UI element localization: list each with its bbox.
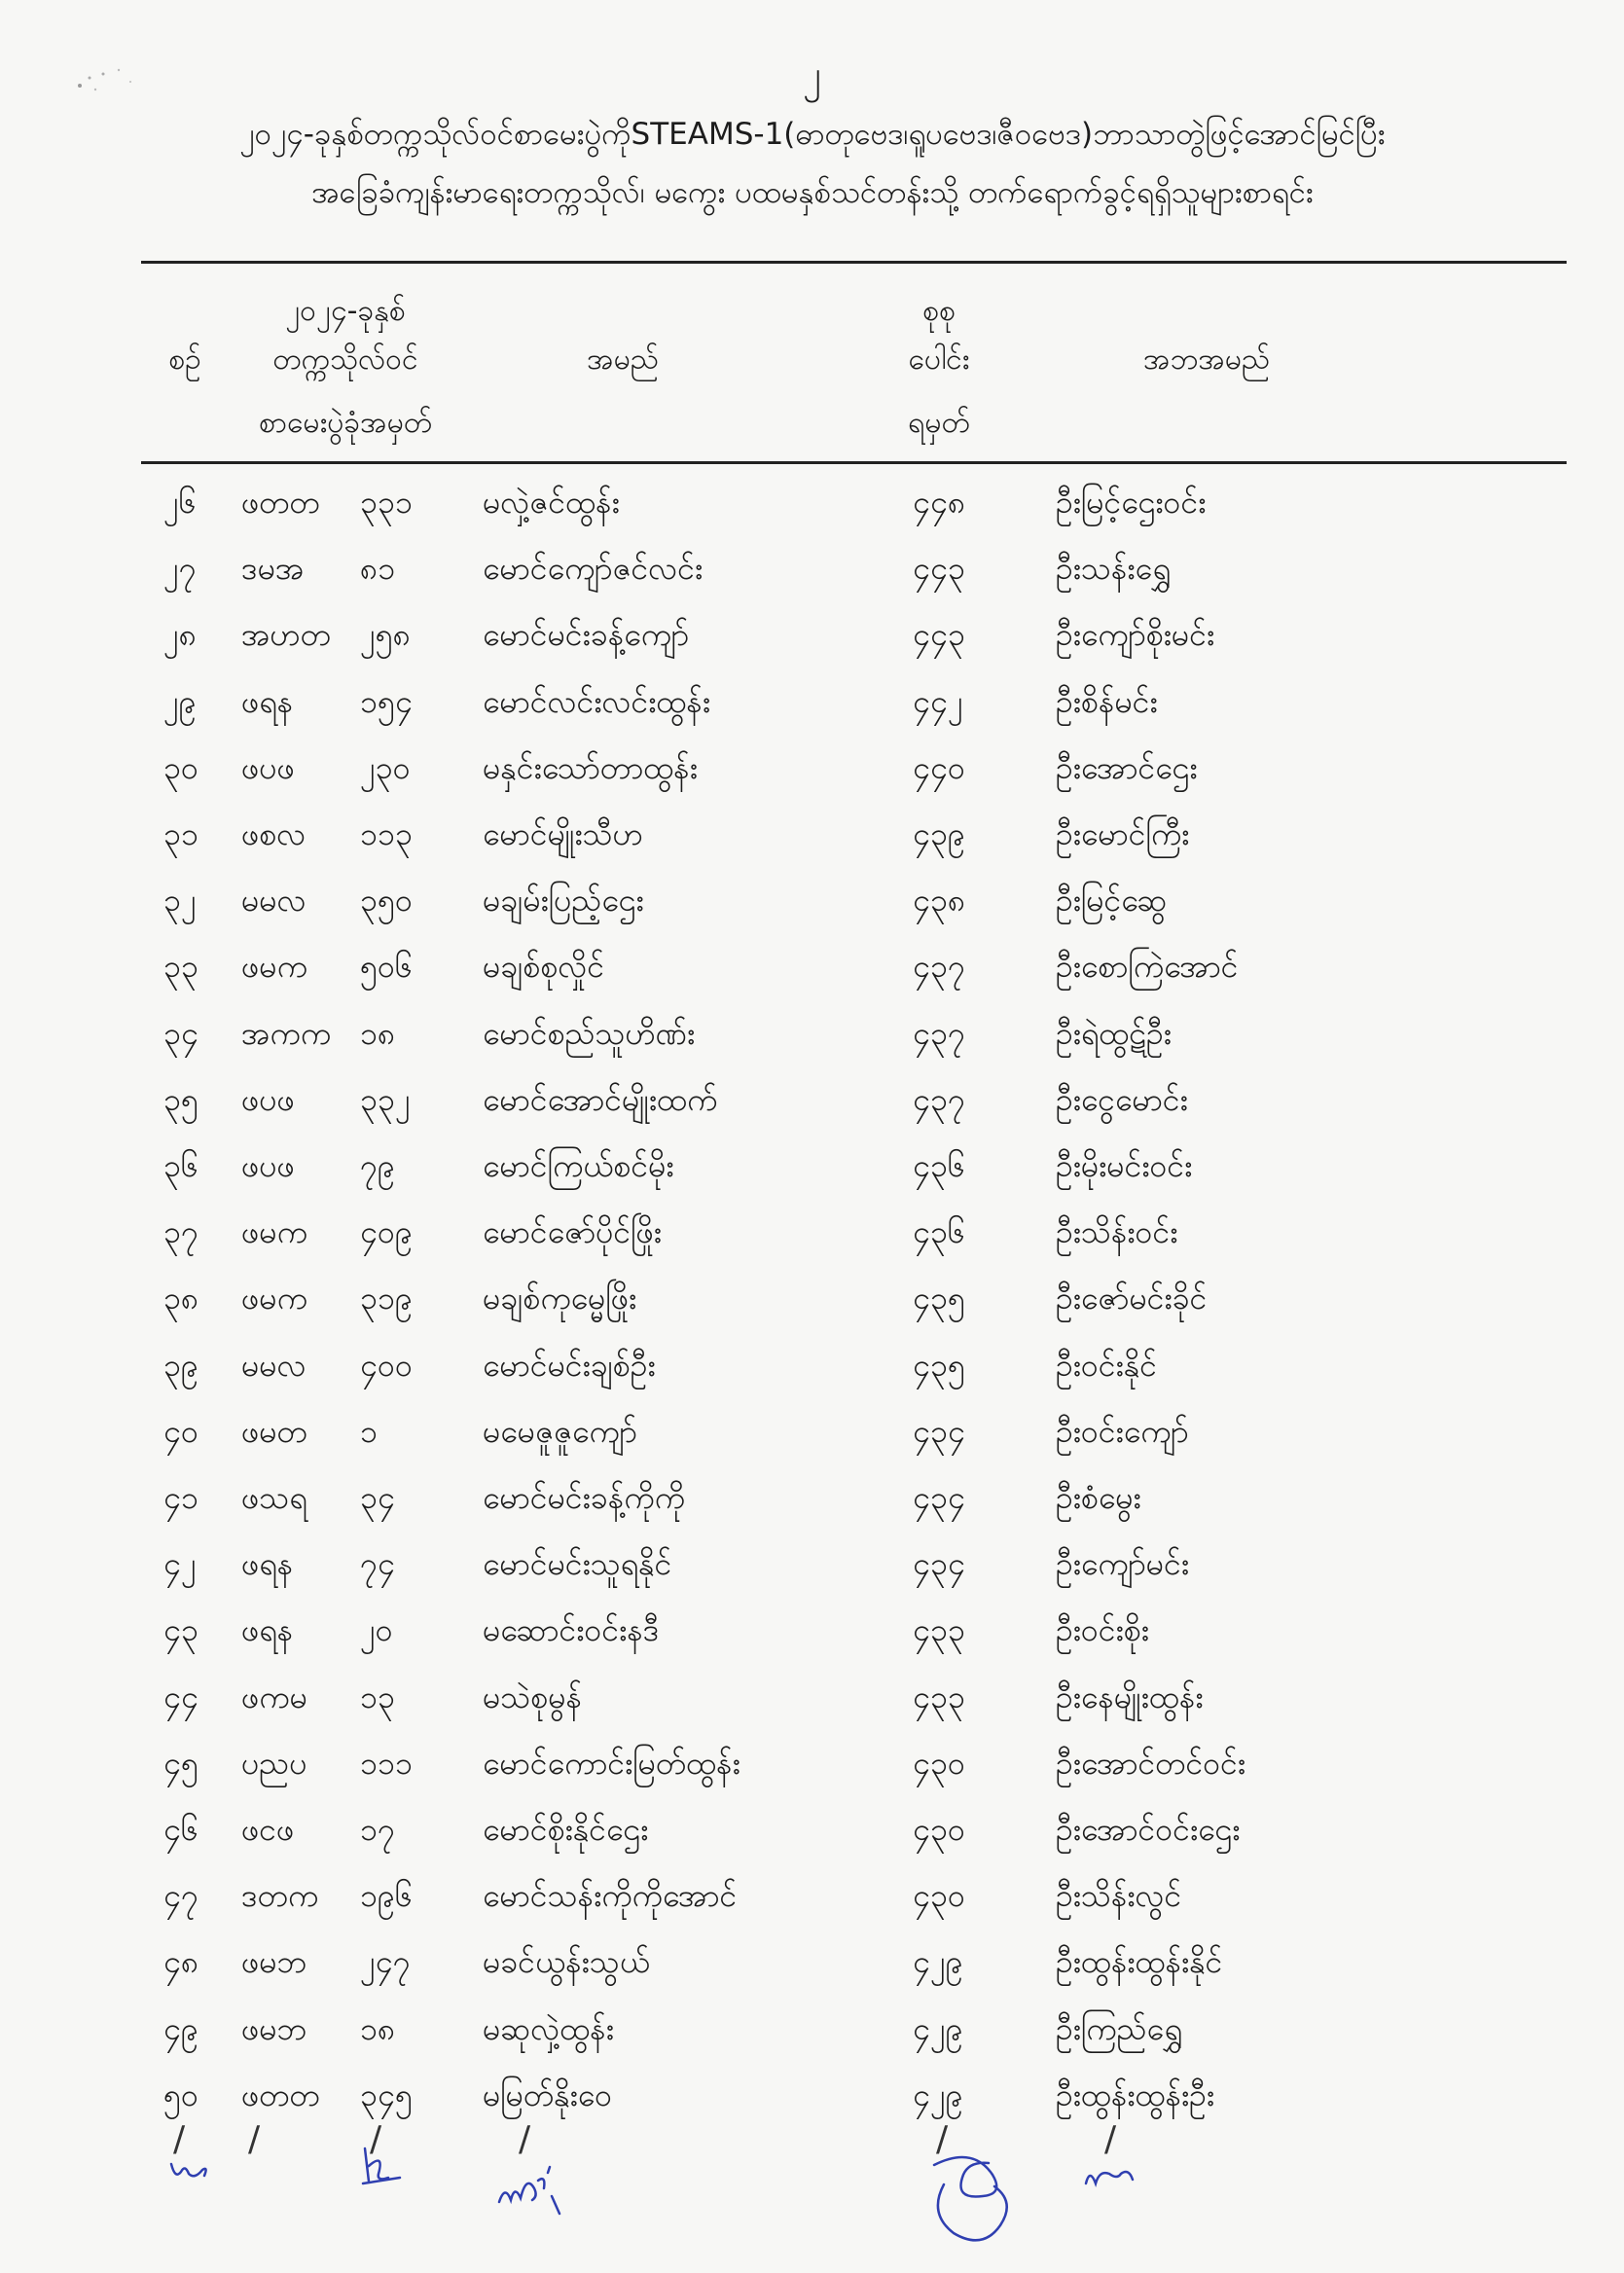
cell-exam-number: ၁၉၆ [360,1877,413,1915]
cell-father-name: ဦးသိန်းဝင်း [1056,1213,1178,1251]
cell-serial: ၄၂ [163,1545,197,1583]
footer-mark: / [1104,2119,1117,2159]
cell-exam-code: ဖမက [241,948,307,986]
cell-total-score: ၄၃၄ [913,1412,965,1450]
cell-father-name: ဦးစိန်မင်း [1056,682,1158,720]
column-header-score-line-3: ရမှတ် [908,406,970,440]
cell-total-score: ၄၃၄ [913,1545,965,1583]
cell-name: မောင်အောင်မျိုးထက် [483,1080,718,1118]
initial-signature [1078,2150,1146,2199]
cell-exam-number: ၅၀၆ [360,948,413,986]
cell-name: မောင်စိုးနိုင်ဌေး [483,1811,649,1848]
cell-serial: ၂၉ [163,682,197,720]
cell-exam-code: ဖရန [241,1545,294,1583]
cell-father-name: ဦးဇော်မင်းခိုင် [1056,1280,1208,1317]
cell-father-name: ဦးမြင့်ဆွေ [1056,882,1168,920]
initial-signature [355,2139,414,2197]
cell-serial: ၃၄ [163,1014,198,1052]
cell-exam-number: ၁၈ [360,1014,396,1052]
cell-exam-number: ၂၄၇ [360,1943,411,1981]
column-header-father: အဘအမည် [1142,343,1271,377]
cell-father-name: ဦးမိုးမင်းဝင်း [1056,1147,1193,1184]
cell-serial: ၃၅ [163,1080,198,1118]
cell-exam-code: ဖငဖ [241,1811,295,1848]
cell-name: မောင်ကောင်းမြတ်ထွန်း [483,1744,740,1782]
cell-total-score: ၄၄၀ [913,748,965,786]
initial-signature [491,2146,579,2233]
cell-exam-code: အဟတ [241,616,331,654]
cell-father-name: ဦးထွန်းထွန်းဦး [1056,2075,1214,2113]
table-header-rule [141,461,1567,464]
cell-name: မောင်စည်သူဟိဏ်း [483,1014,696,1052]
cell-exam-code: ဖသရ [241,1479,307,1516]
table-top-rule [141,261,1567,264]
cell-exam-number: ၁၃ [360,1678,395,1715]
cell-serial: ၂၆ [163,484,197,521]
cell-total-score: ၄၃၉ [913,815,965,852]
cell-exam-number: ၇၉ [360,1147,395,1184]
cell-total-score: ၄၄၈ [913,484,966,521]
cell-name: မချစ်ကုမ္မေဖြိုး [483,1280,637,1317]
cell-total-score: ၄၃၀ [913,1811,965,1848]
cell-exam-code: ဖပဖ [241,1080,295,1118]
cell-total-score: ၄၂၉ [913,2009,963,2047]
footer-mark: / [519,2119,531,2159]
cell-exam-number: ၄၀၀ [360,1346,413,1384]
cell-exam-number: ၈၁ [360,550,396,588]
cell-exam-number: ၄၀၉ [360,1213,413,1251]
cell-total-score: ၄၃၀ [913,1744,965,1782]
cell-exam-code: ဖမဘ [241,2009,307,2047]
cell-total-score: ၄၃၅ [913,1346,965,1384]
cell-name: မောင်မင်းခန့်ကိုကို [483,1479,685,1516]
cell-serial: ၃၈ [163,1280,199,1317]
cell-father-name: ဦးသိန်းလွင် [1056,1877,1182,1915]
cell-exam-code: ဖရန [241,682,294,720]
cell-exam-number: ၁၅၄ [360,682,413,720]
cell-name: မောင်မင်းခန့်ကျော် [483,616,690,654]
initial-signature [915,2136,1031,2253]
cell-exam-code: ဖပဖ [241,748,295,786]
cell-exam-number: ၁၇ [360,1811,395,1848]
cell-serial: ၂၇ [163,550,197,588]
cell-father-name: ဦးငွေမောင်း [1056,1080,1188,1118]
cell-father-name: ဦးကျော်မင်း [1056,1545,1189,1583]
cell-father-name: ဦးစံမွေး [1056,1479,1141,1516]
cell-exam-code: ပညပ [241,1744,307,1782]
cell-total-score: ၄၃၀ [913,1877,965,1915]
cell-serial: ၄၉ [163,2009,198,2047]
cell-name: မနှင်းသော်တာထွန်း [483,748,698,786]
cell-name: မောင်မင်းသူရနိုင် [483,1545,672,1583]
column-header-score-line-2: ပေါင်း [908,343,970,377]
cell-total-score: ၄၃၇ [913,1014,965,1052]
cell-name: မမေဇူဇူကျော် [483,1412,637,1450]
cell-name: မဆုလှဲ့ထွန်း [483,2009,614,2047]
document-title-line-1: ၂၀၂၄-ခုနှစ်တက္ကသိုလ်ဝင်စာမေးပွဲကိုSTEAMS-1(ဓာတုဗေဒ၊ရူပဗေဒ၊ဇီဝဗေဒ)ဘာသာတွဲဖြင့်အောင်မြင်ပြီး [239,117,1386,152]
column-header-name: အမည် [587,343,659,377]
document-title-line-2: အခြေခံကျန်းမာရေးတက္ကသိုလ်၊ မကွေး ပထမနှစ်သင်တန်းသို့ တက်ရောက်ခွင့်ရရှိသူများစာရင်း [311,175,1314,210]
cell-serial: ၃၂ [163,882,197,920]
cell-serial: ၄၄ [163,1678,198,1715]
cell-exam-number: ၁၁၃ [360,815,413,852]
cell-father-name: ဦးအောင်တင်ဝင်း [1056,1744,1246,1782]
cell-serial: ၄၁ [163,1479,198,1516]
cell-serial: ၄၇ [163,1877,198,1915]
cell-father-name: ဦးကြည်ရွှေ [1056,2009,1182,2047]
cell-exam-code: မမလ [241,882,307,920]
cell-total-score: ၄၃၄ [913,1479,965,1516]
cell-exam-code: ဖမက [241,1213,307,1251]
cell-father-name: ဦးအောင်ဝင်းဌေး [1056,1811,1241,1848]
cell-father-name: ဦးသန်းရွှေ [1056,550,1171,588]
cell-exam-number: ၂၃၀ [360,748,411,786]
cell-exam-number: ၃၃၁ [360,484,413,521]
cell-name: မောင်ဇော်ပိုင်ဖြိုး [483,1213,662,1251]
cell-exam-number: ၂၅၈ [360,616,411,654]
cell-serial: ၃၀ [163,748,198,786]
cell-father-name: ဦးမြင့်ဌေးဝင်း [1056,484,1207,521]
cell-name: မောင်ကြယ်စင်မိုး [483,1147,674,1184]
cell-exam-code: ဒတက [241,1877,319,1915]
cell-exam-code: မမလ [241,1346,307,1384]
cell-father-name: ဦးထွန်းထွန်းနိုင် [1056,1943,1223,1981]
cell-serial: ၄၈ [163,1943,199,1981]
cell-exam-code: ဖတတ [241,484,320,521]
cell-father-name: ဦးစောကြဲအောင် [1056,948,1239,986]
scan-smudge [60,56,158,105]
cell-total-score: ၄၄၃ [913,616,965,654]
cell-father-name: ဦးမောင်ကြီး [1056,815,1190,852]
column-header-roll-line-3: စာမေးပွဲခုံအမှတ် [258,406,433,440]
cell-serial: ၄၀ [163,1412,198,1450]
cell-name: မမြတ်နိုးဝေ [483,2075,613,2113]
cell-exam-number: ၁ [360,1412,378,1450]
cell-exam-number: ၃၃၂ [360,1080,411,1118]
cell-serial: ၄၅ [163,1744,198,1782]
footer-mark: / [936,2119,949,2159]
cell-exam-number: ၇၄ [360,1545,395,1583]
cell-name: မချစ်စုလှိုင် [483,948,605,986]
cell-total-score: ၄၃၅ [913,1280,965,1317]
cell-name: မချမ်းပြည့်ဌေး [483,882,644,920]
cell-exam-code: ဖမဘ [241,1943,307,1981]
cell-serial: ၅၀ [163,2075,198,2113]
cell-name: မခင်ယွန်းသွယ် [483,1943,650,1981]
column-header-score-line-1: စုစု [922,294,956,328]
cell-exam-number: ၃၅၀ [360,882,413,920]
cell-serial: ၃၉ [163,1346,198,1384]
cell-serial: ၂၈ [163,616,197,654]
cell-total-score: ၄၂၉ [913,1943,963,1981]
cell-total-score: ၄၃၆ [913,1213,965,1251]
cell-name: မလှဲ့ဇင်ထွန်း [483,484,620,521]
cell-father-name: ဦးရဲထွဋ်ဦး [1056,1014,1172,1052]
cell-exam-number: ၃၄ [360,1479,395,1516]
cell-total-score: ၄၂၉ [913,2075,963,2113]
cell-serial: ၄၆ [163,1811,198,1848]
cell-exam-code: ဖကမ [241,1678,307,1715]
cell-total-score: ၄၄၃ [913,550,965,588]
cell-exam-number: ၂၀ [360,1611,393,1649]
cell-name: မောင်သန်းကိုကိုအောင် [483,1877,738,1915]
cell-name: မောင်လင်းလင်းထွန်း [483,682,710,720]
cell-total-score: ၄၄၂ [913,682,963,720]
cell-total-score: ၄၃၃ [913,1678,965,1715]
column-header-serial: စဉ် [168,343,201,377]
cell-total-score: ၄၃၈ [913,882,966,920]
page-number: ၂ [803,53,821,95]
cell-exam-code: ဖမက [241,1280,307,1317]
cell-exam-code: ဖမတ [241,1412,307,1450]
footer-mark: / [248,2119,261,2159]
cell-name: မောင်ကျော်ဇင်လင်း [483,550,704,588]
cell-total-score: ၄၃၃ [913,1611,965,1649]
footer-mark: / [173,2119,186,2159]
cell-exam-code: အကက [241,1014,331,1052]
cell-exam-code: ဖပဖ [241,1147,295,1184]
cell-exam-code: ဖရန [241,1611,294,1649]
column-header-roll-line-1: ၂၀၂၄-ခုနှစ် [285,294,406,328]
cell-name: မောင်မျိုးသီဟ [483,815,643,852]
cell-father-name: ဦးဝင်းကျော် [1056,1412,1189,1450]
cell-exam-number: ၃၄၅ [360,2075,413,2113]
cell-father-name: ဦးနေမျိုးထွန်း [1056,1678,1204,1715]
cell-father-name: ဦးအောင်ဌေး [1056,748,1198,786]
cell-exam-code: ဖစလ [241,815,307,852]
cell-serial: ၃၆ [163,1147,198,1184]
footer-mark: / [370,2119,382,2159]
initial-signature [165,2150,224,2189]
cell-father-name: ဦးဝင်းနိုင် [1056,1346,1157,1384]
cell-name: မောင်မင်းချစ်ဦး [483,1346,656,1384]
column-header-roll-line-2: တက္ကသိုလ်ဝင် [272,343,418,377]
cell-father-name: ဦးကျော်စိုးမင်း [1056,616,1215,654]
cell-father-name: ဦးဝင်းစိုး [1056,1611,1149,1649]
cell-serial: ၃၃ [163,948,198,986]
cell-exam-code: ဒမအ [241,550,305,588]
cell-exam-code: ဖတတ [241,2075,320,2113]
cell-total-score: ၄၃၇ [913,1080,965,1118]
cell-total-score: ၄၃၇ [913,948,965,986]
cell-name: မသဲစုမွန် [483,1678,583,1715]
cell-serial: ၃၁ [163,815,198,852]
cell-exam-number: ၃၁၉ [360,1280,413,1317]
cell-name: မဆောင်းဝင်းနဒီ [483,1611,660,1649]
cell-serial: ၃၇ [163,1213,198,1251]
cell-total-score: ၄၃၆ [913,1147,965,1184]
cell-exam-number: ၁၈ [360,2009,396,2047]
cell-serial: ၄၃ [163,1611,198,1649]
cell-exam-number: ၁၁၁ [360,1744,413,1782]
